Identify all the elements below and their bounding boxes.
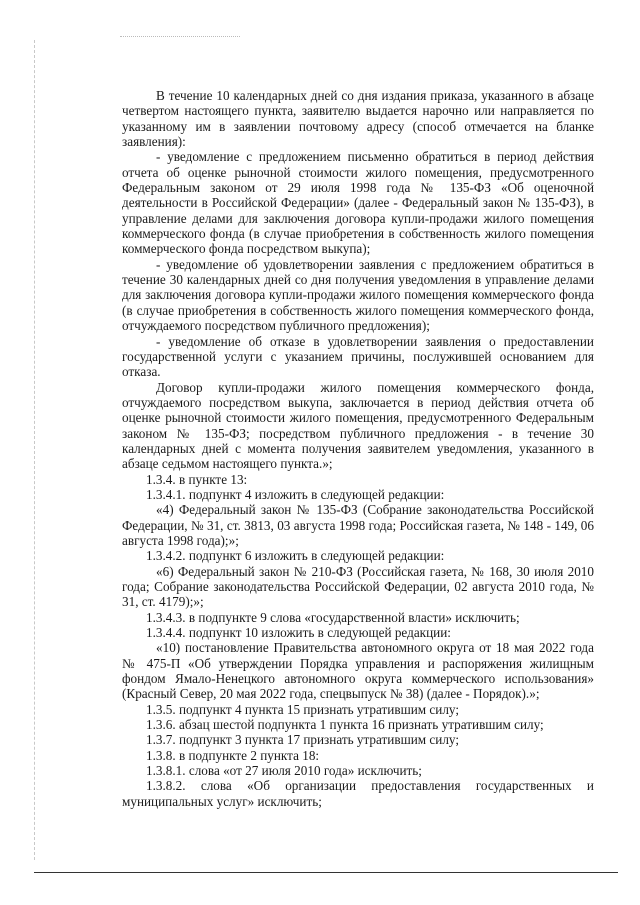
paragraph-intro: В течение 10 календарных дней со дня издания приказа, указанного в абзаце четвертом настоящего пункта, заявителю выдается нарочно или направляется по указанному им в заявлении почтовому адресу (способ отмечается на бланке заявления):	[122, 88, 594, 150]
paragraph-1-3-6: 1.3.6. абзац шестой подпункта 1 пункта 16 признать утратившим силу;	[146, 717, 544, 733]
paragraph-1-3-4-4: 1.3.4.4. подпункт 10 изложить в следующей редакции:	[146, 625, 451, 641]
paragraph-1-3-8-1: 1.3.8.1. слова «от 27 июля 2010 года» исключить;	[146, 763, 422, 779]
scan-left-edge	[34, 40, 35, 860]
paragraph-quote-4: «4) Федеральный закон № 135-ФЗ (Собрание законодательства Российской Федерации, № 31, ст. 3813, 03 августа 1998 года; Российская газета, № 148 - 149, 06 августа 1998 года);»;	[122, 502, 594, 548]
paragraph-bullet-3: - уведомление об отказе в удовлетворении заявления о предоставлении государственной услуги с указанием причины, послужившей основанием для отказа.	[122, 333, 594, 380]
paragraph-1-3-4-2: 1.3.4.2. подпункт 6 изложить в следующей редакции:	[146, 548, 445, 564]
paragraph-1-3-7: 1.3.7. подпункт 3 пункта 17 признать утратившим силу;	[146, 732, 460, 748]
document-body	[122, 88, 594, 809]
paragraph-bullet-1: - уведомление с предложением письменно обратиться в период действия отчета об оценке рыночной стоимости жилого помещения, предусмотренного Федеральным законом от 29 июля 1998 года № 135-ФЗ «Об оценочной деятельности в Российской Федерации» (далее - Федеральный закон № 135-ФЗ), в управление делами для заключения договора купли-продажи жилого помещения коммерческого фонда (в случае приобретения в собственность жилого помещения коммерческого фонда посредством выкупа);	[122, 149, 594, 257]
paragraph-1-3-4-1: 1.3.4.1. подпункт 4 изложить в следующей редакции:	[146, 486, 445, 502]
paragraph-1-3-4: 1.3.4. в пункте 13:	[146, 471, 248, 487]
scan-speck-line	[120, 36, 240, 39]
paragraph-1-3-5: 1.3.5. подпункт 4 пункта 15 признать утратившим силу;	[146, 701, 460, 717]
paragraph-quote-10: «10) постановление Правительства автономного округа от 18 мая 2022 года № 475-П «Об утверждении Порядка управления и распоряжения жилищным фондом Ямало-Ненецкого автономного округа коммерческого использования» (Красный Север, 20 мая 2022 года, спецвыпуск № 38) (далее - Порядок).»;	[122, 640, 594, 702]
paragraph-quote-6: «6) Федеральный закон № 210-ФЗ (Российская газета, № 168, 30 июля 2010 года; Собрание законодательства Российской Федерации, 02 августа 2010 года, № 31, ст. 4179);»;	[122, 563, 594, 610]
paragraph-bullet-2: - уведомление об удовлетворении заявления с предложением обратиться в течение 30 календарных дней со дня получения уведомления в управление делами для заключения договора купли-продажи жилого помещения коммерческого фонда (в случае приобретения в собственность жилого помещения коммерческого фонда, отчуждаемого посредством публичного предложения);	[122, 256, 594, 334]
scan-bottom-edge	[34, 872, 618, 873]
paragraph-1-3-8: 1.3.8. в подпункте 2 пункта 18:	[146, 747, 320, 763]
paragraph-contract: Договор купли-продажи жилого помещения коммерческого фонда, отчуждаемого посредством выкупа, заключается в период действия отчета об оценке рыночной стоимости жилого помещения, предусмотренного Федеральным законом № 135-ФЗ; посредством публичного предложения - в течение 30 календарных дней с момента получения заявителем уведомления, указанного в абзаце седьмом настоящего пункта.»;	[122, 379, 594, 472]
paragraph-1-3-4-3: 1.3.4.3. в подпункте 9 слова «государственной власти» исключить;	[146, 609, 520, 625]
paragraph-1-3-8-2: 1.3.8.2. слова «Об организации предоставления государственных и муниципальных услуг» исключить;	[122, 778, 594, 809]
